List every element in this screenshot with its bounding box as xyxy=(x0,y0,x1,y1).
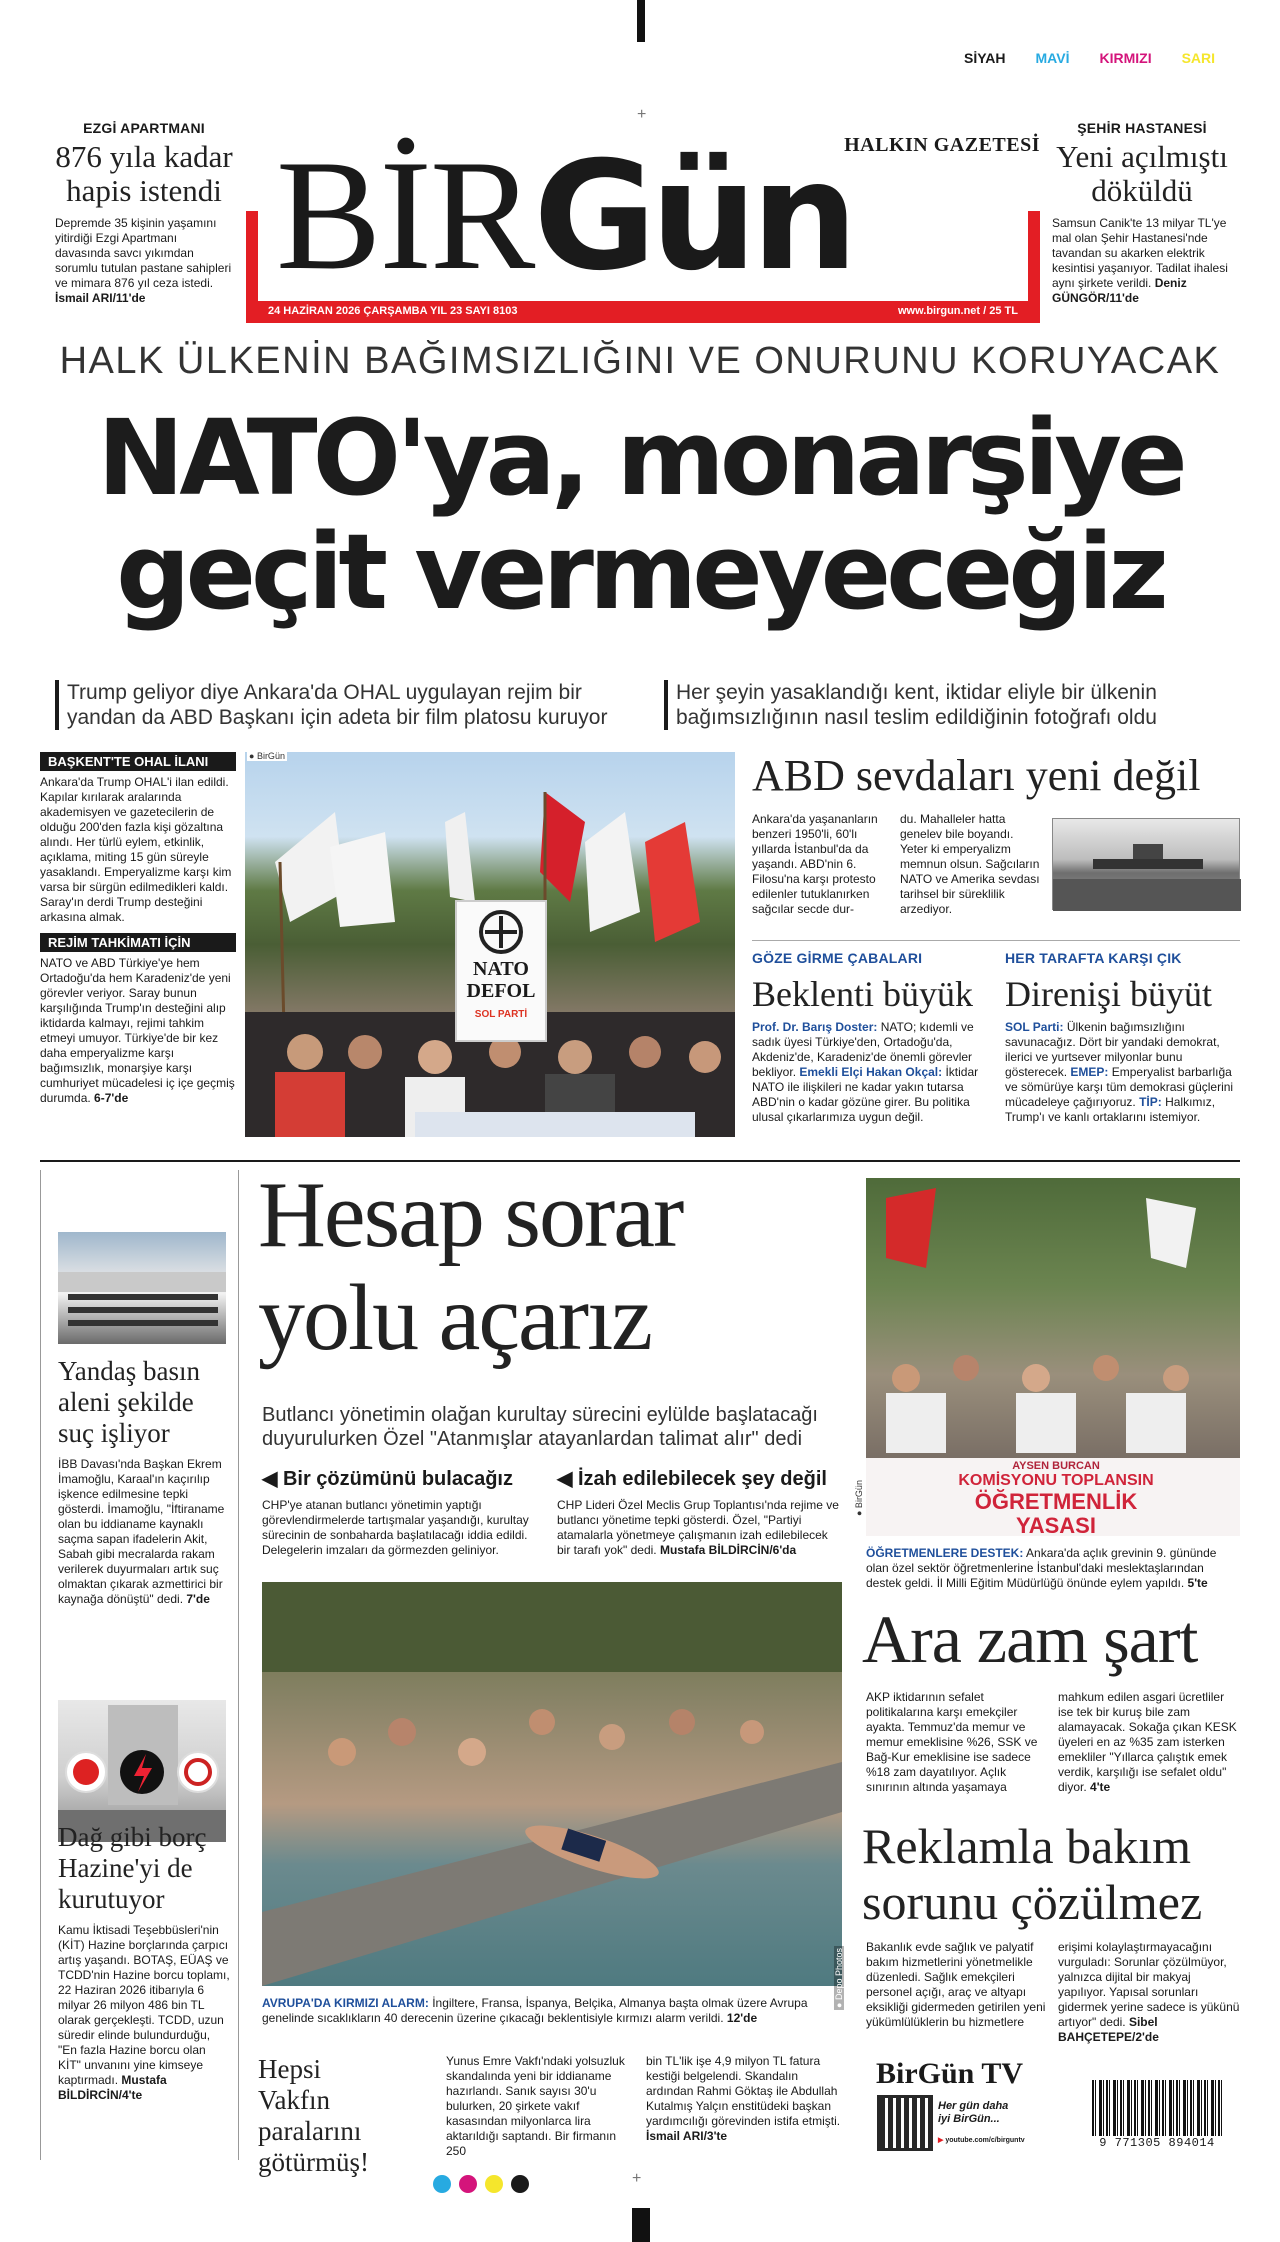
main-supertitle: HALK ÜLKENİN BAĞIMSIZLIĞINI VE ONURUNU KORUYACAK xyxy=(59,340,1221,382)
right-teaser[interactable] xyxy=(1052,120,1232,306)
direnis-text2: Emperyalist barbarlığa ve sömürüye karşı tüm demokrasi güçlerini mücadeleye çağırıyoruz. xyxy=(1005,1065,1234,1109)
direnis-kicker: HER TARAFTA KARŞI ÇIK xyxy=(1005,950,1182,966)
hesap-byline: Mustafa BİLDİRCİN/6'da xyxy=(659,1543,797,1557)
borc-article[interactable] xyxy=(58,1822,230,2103)
teacher-protest-photo xyxy=(854,1178,1240,1538)
masthead-logo xyxy=(276,126,852,306)
black-dot xyxy=(511,2175,529,2193)
heatwave-caption xyxy=(262,1996,842,2026)
barcode xyxy=(1092,2080,1222,2152)
archive-ship-icon xyxy=(1053,819,1241,911)
cyan-dot xyxy=(433,2175,451,2193)
goze-name2: Emekli Elçi Hakan Okçal: xyxy=(799,1065,943,1079)
birgun-tv-box[interactable] xyxy=(876,2058,1046,2158)
rejim-label: REJİM TAHKİMATI İÇİN xyxy=(40,933,236,952)
registration-mark-top xyxy=(637,0,645,42)
tv-slogan-line2: iyi BirGün... xyxy=(938,2113,1000,2125)
masthead-tagline: HALKIN GAZETESİ xyxy=(844,134,1040,156)
left-teaser-kicker: EZGİ APARTMANI xyxy=(83,120,205,136)
reklam-byline: Sibel BAHÇETEPE/2'de xyxy=(1058,2015,1159,2044)
hesap-text2-body: CHP Lideri Özel Meclis Grup Toplantısı'nda rejime ve butlancı yönetime tepki gösterdi. Özel, "Partiyi atamalarla yönetmeye çalışmanın izah edilebilecek bir tarafı yok" dedi. xyxy=(557,1498,839,1557)
kit-logos-icon xyxy=(58,1700,226,1842)
hesap-sub2 xyxy=(557,1466,847,1491)
teacher-banner-line2: ÖĞRETMENLİK xyxy=(974,1489,1138,1514)
logo-gun: Gün xyxy=(533,130,853,304)
masthead-web[interactable]: www.birgun.net / 25 TL xyxy=(898,305,1018,317)
birgun-tv-brand: BirGün TV xyxy=(876,2057,1023,2090)
goze-kicker: GÖZE GİRME ÇABALARI xyxy=(752,950,923,966)
section-divider xyxy=(40,1160,1240,1162)
zam-text1: AKP iktidarının sefalet politikalarına karşı emekçiler ayakta. Temmuz'da memur ve memur emeklisine %26, SSK ve Bağ-Kur emeklisine ise sadece %18 zam dayatılıyor. Açlık sınırının altında yaşamaya xyxy=(866,1690,1038,1794)
borc-byline: Mustafa BİLDİRCİN/4'te xyxy=(58,2073,167,2102)
direnis-name1: SOL Parti: xyxy=(1005,1020,1064,1034)
abd-title: ABD sevdaları yeni değil xyxy=(752,751,1201,800)
hesap-text1: CHP'ye atanan butlancı yönetimin yaptığı görevlendirmelerde tartışmalar yaşandığı, kurultay sürecinin de sonbaharda başlatılacağı iddia edildi. Delegelerin imzaları da görmezden geliniyor. xyxy=(262,1498,529,1557)
heatwave-scene xyxy=(262,1582,842,1986)
heatwave-caption-text: İngiltere, Fransa, İspanya, Belçika, Almanya başta olmak üzere Avrupa genelinde sıcaklıkların 40 derecenin üzerine çıkacağı beklentisiyle kırmızı alarm verildi. xyxy=(262,1996,808,2025)
main-headline-line2: geçit vermeyeceğiz xyxy=(116,511,1164,633)
direnis-name3: TİP: xyxy=(1139,1095,1162,1109)
ohal-label: BAŞKENT'TE OHAL İLANI xyxy=(40,752,236,771)
hesap-text2 xyxy=(557,1498,842,1558)
ohal-column xyxy=(40,752,236,1106)
kit-logos-photo xyxy=(58,1700,226,1842)
tv-channel-text: youtube.com/c/birguntv xyxy=(945,2137,1025,2144)
teacher-photo-credit: ● BirGün xyxy=(854,1480,864,1516)
right-teaser-title: Yeni açılmıştı döküldü xyxy=(1056,139,1228,208)
zam-ref: 4'te xyxy=(1090,1780,1111,1794)
teacher-ref: 5'te xyxy=(1187,1576,1208,1590)
tv-slogan-line1: Her gün daha xyxy=(938,2100,1009,2112)
reklam-text2-body: erişimi kolaylaştırmayacağını vurguladı: Sorunlar çözülmüyor, yalnızca dijital bir makyaj yapılıyor. Yapısal sorunları gidermek yerine sadece is yükünü artıyor" dedi. xyxy=(1058,1940,1240,2029)
sign-party: SOL PARTİ xyxy=(474,1009,528,1020)
vakif-text2-body: bin TL'lik işe 4,9 milyon TL fatura kestiği belgelendi. Skandalın ardından Rahmi Göktaş ile Abdullah Kutalmış Yalçın enstitüdeki başkan yardımcılığı görevinden istifa etmişti. xyxy=(646,2054,841,2128)
direnis-text1: Ülkenin bağımsızlığını savunacağız. Dört bir yandaki demokrat, ilerici ve yurtsever milyonlar bunu gösterecek. xyxy=(1005,1020,1220,1079)
vakif-text2 xyxy=(646,2054,842,2144)
reklam-title-line2: sorunu çözülmez xyxy=(862,1874,1203,1930)
borc-body: Kamu İktisadi Teşebbüsleri'nin (KİT) Hazine borçlarında çarpıcı artış yaşandı. BOTAŞ, EÜAŞ ve TCDD'nin Hazine borcu toplamı, 22 Haziran 2026 itibarıyla 6 milyar 26 milyon 486 bin TL olarak gerçekleşti. TCDD, uzun süredir elinde bulundurduğu, "En fazla Hazine borcu olan KİT" unvanını yine kimseye kaptırmadı. xyxy=(58,1923,230,2087)
borc-title: Dağ gibi borç Hazine'yi de kurutuyor xyxy=(58,1822,207,1914)
right-teaser-text xyxy=(1052,216,1232,306)
yandas-body: İBB Davası'nda Başkan Ekrem İmamoğlu, Karaal'ın kaçırılıp işkence edilmesine tepki gösterdi. İmamoğlu, "İftiraname olan bu iddianame kaynaklı saçma sapan ifadelerin Akit, Sabah gibi mecralarda rakam verilerek duyurmaları artık suç olmaktan çıkarak azmettirici bir kaynağa dönüştü" dedi. xyxy=(58,1457,225,1606)
right-teaser-body: Samsun Canik'te 13 milyar TL'ye mal olan Şehir Hastanesi'nde tavandan su akarken elektrik kesintisi yaşanıyor. Tadilat ihalesi aynı şirkete verildi. xyxy=(1052,216,1228,290)
hesap-sub1-bullet-icon: ◀ xyxy=(262,1468,278,1490)
magenta-dot xyxy=(459,2175,477,2193)
masthead-dateline: 24 HAZİRAN 2026 ÇARŞAMBA YIL 23 SAYI 8103 xyxy=(268,305,518,317)
yellow-dot xyxy=(485,2175,503,2193)
goze-text xyxy=(752,1020,987,1125)
ohal-text: Ankara'da Trump OHAL'i ilan edildi. Kapılar kırılarak aralarında akademisyen ve gazetecilerin de olduğu 200'den fazla kişi gözaltına alındı. Her türlü eylem, etkinlik, açıklama, miting 15 gün süreyle yasaklandı. Emperyalizme karşı kim varsa bir sürgün edilmedikleri kaldı. Saray'ın derdi Trump desteğini arkasına almak. xyxy=(40,775,232,924)
goze-section xyxy=(752,950,987,1125)
goze-text2: İktidar NATO ile ilişkileri ne kadar yakın tutarsa ABD'nin o kadar gözüne girer. Bu politika ulusal çıkarlarımıza uygun değil. xyxy=(752,1065,979,1124)
hesap-sub2-bullet-icon: ◀ xyxy=(557,1468,573,1490)
direnis-text xyxy=(1005,1020,1240,1125)
zam-title: Ara zam şart xyxy=(862,1601,1198,1677)
hesap-deck: Butlancı yönetimin olağan kurultay sürecini eylülde başlatacağı duyurulurken Özel "Atanmışlar atayanlardan talimat alır" dedi xyxy=(262,1404,818,1450)
left-teaser-title: 876 yıla kadar hapis istendi xyxy=(55,139,233,208)
teacher-banner-line1: KOMİSYONU TOPLANSIN xyxy=(958,1472,1154,1489)
youtube-icon: ▶ xyxy=(938,2137,944,2144)
color-label-yellow: SARI xyxy=(1181,50,1216,66)
left-teaser-byline: İsmail ARI/11'de xyxy=(55,291,146,305)
crosshair-bottom: + xyxy=(632,2170,642,2187)
press-building-photo xyxy=(58,1232,226,1344)
rejim-ref: 6-7'de xyxy=(94,1091,129,1105)
abd-text-col1: Ankara'da yaşananların benzeri 1950'li, 60'lı yıllarda İstanbul'da da yaşandı. ABD'nin 6. Filosu'na karşı protesto edilenler tutuklanırken sağcılar secde dur- xyxy=(752,812,878,916)
yandas-title: Yandaş basın aleni şekilde suç işliyor xyxy=(58,1356,201,1448)
heatwave-credit-text: Depo Photos xyxy=(834,1948,844,2001)
hesap-title-line1: Hesap sorar xyxy=(258,1163,683,1267)
deck-left: Trump geliyor diye Ankara'da OHAL uygulayan rejim bir yandan da ABD Başkanı için adeta bir film platosu kuruyor xyxy=(55,680,655,730)
sign-nato: NATO xyxy=(473,958,529,980)
qr-code-icon xyxy=(880,2098,930,2148)
sign-defol: DEFOL xyxy=(466,980,536,1002)
color-label-black: SİYAH xyxy=(964,50,1006,66)
barcode-number: 9 771305 894014 xyxy=(1099,2136,1215,2150)
deck-right: Her şeyin yasaklandığı kent, iktidar eliyle bir ülkenin bağımsızlığının nasıl teslim edildiğinin fotoğrafı oldu xyxy=(664,680,1240,730)
left-teaser-body: Depremde 35 kişinin yaşamını yitirdiği Ezgi Apartmanı davasında savcı yıkımdan sorumlu tutulan pastane sahipleri ve mimara 876 yıl ceza istedi. xyxy=(55,216,232,290)
photo-credit-label: ● BirGün xyxy=(249,751,285,761)
registration-mark-bottom xyxy=(632,2208,650,2242)
heatwave-credit: ● Depo Photos xyxy=(834,1948,844,2008)
direnis-text3: Halkımız, Trump'ı ve kanlı ortaklarını istemiyor. xyxy=(1005,1095,1216,1124)
color-dots xyxy=(433,2175,529,2193)
borc-text xyxy=(58,1923,230,2103)
nato-defol-sign xyxy=(455,900,547,1042)
teacher-banner-small: AYSEN BURCAN xyxy=(1012,1460,1100,1472)
left-column-rule-right xyxy=(238,1170,239,2160)
left-column-rule xyxy=(40,1170,41,2160)
nato-emblem-icon xyxy=(479,910,523,954)
archive-photo xyxy=(1052,818,1240,910)
teacher-banner-line3: YASASI xyxy=(1016,1513,1096,1538)
press-building-icon xyxy=(58,1232,226,1344)
tv-channel xyxy=(938,2134,1025,2147)
left-teaser[interactable] xyxy=(55,120,233,306)
hesap-sub1-text: Bir çözümünü bulacağız xyxy=(282,1468,513,1490)
zam-text2 xyxy=(1058,1690,1240,1795)
hesap-sub1 xyxy=(262,1466,547,1491)
direnis-name2: EMEP: xyxy=(1070,1065,1109,1079)
direnis-section xyxy=(1005,950,1240,1125)
teacher-caption-text: Ankara'da açlık grevinin 9. gününde olan özel sektör öğretmenlerine İstanbul'daki meslektaşlarından destek geldi. İl Milli Eğitim Müdürlüğü önünde eylem yapıldı. xyxy=(866,1546,1217,1590)
color-label-cyan: MAVİ xyxy=(1035,50,1070,66)
left-teaser-text xyxy=(55,216,233,306)
teacher-caption xyxy=(866,1546,1240,1591)
yandas-text xyxy=(58,1457,230,1607)
goze-title: Beklenti büyük xyxy=(752,974,973,1014)
zam-text2-body: mahkum edilen asgari ücretliler ise tek bir kuruş bile zam alamayacak. Sokağa çıkan KESK üyeleri en az %35 zam isterken emekliler "Yıllarca çalıştık emek verdik, karşılığı ise sefalet oldu" diyor. xyxy=(1058,1690,1237,1794)
hesap-sub2-text: İzah edilebilecek şey değil xyxy=(577,1468,827,1490)
direnis-title: Direnişi büyüt xyxy=(1005,974,1212,1014)
yandas-article[interactable] xyxy=(58,1356,230,1607)
color-label-row xyxy=(964,50,1215,66)
barcode-bars xyxy=(1092,2080,1222,2136)
abd-goze-divider xyxy=(752,940,1240,941)
vakif-text1: Yunus Emre Vakfı'ndaki yolsuzluk skandalında yeni bir iddianame hazırlandı. Sanık sayısı 30'u bulurken, 20 şirkete vakıf kasasından milyonlarca lira aktarıldığı saptandı. Bir firmanın 250 xyxy=(446,2054,625,2158)
right-teaser-kicker: ŞEHİR HASTANESİ xyxy=(1077,120,1207,136)
teacher-photo-credit-text: BirGün xyxy=(854,1480,864,1509)
right-teaser-byline: Deniz GÜNGÖR/11'de xyxy=(1052,276,1187,305)
masthead-frame-left xyxy=(246,211,258,301)
color-label-magenta: KIRMIZI xyxy=(1099,50,1152,66)
rejim-text xyxy=(40,956,236,1106)
goze-name1: Prof. Dr. Barış Doster: xyxy=(752,1020,878,1034)
photo-credit-text: BirGün xyxy=(256,751,285,761)
rejim-body: NATO ve ABD Türkiye'ye hem Ortadoğu'da hem Karadeniz'de yeni görevler veriyor. Saray bunun karşılığında Trump'ın desteğini alıp iktidarda kalmayı, rejimi tahkim etmeyi umuyor. Türkiye'de bir kez daha emperyalizme karşı bağımsızlık, monarşiye karşı cumhuriyet mücadelesi iç içe geçmiş durumda. xyxy=(40,956,235,1105)
tv-slogan xyxy=(938,2100,1025,2147)
reklam-title-line1: Reklamla bakım xyxy=(862,1818,1192,1874)
reklam-text2 xyxy=(1058,1940,1240,2045)
abd-text-col2: du. Mahalleler hatta genelev bile boyandı. Yeter ki emperyalizm memnun olsun. Sağcıların NATO ve Amerika sevdası tarihsel bir süreklilik arzediyor. xyxy=(900,812,1040,916)
crosshair-top: + xyxy=(637,106,647,123)
masthead-frame-right xyxy=(1028,211,1040,301)
heatwave-caption-kicker: AVRUPA'DA KIRMIZI ALARM: xyxy=(262,1996,429,2010)
masthead xyxy=(246,106,1040,326)
protest-photo xyxy=(245,752,735,1137)
yandas-ref: 7'de xyxy=(186,1592,210,1606)
vakif-byline: İsmail ARI/3'te xyxy=(646,2129,728,2143)
heatwave-ref: 12'de xyxy=(726,2011,758,2025)
goze-text1: NATO; kıdemli ve sadık üyesi Türkiye'den, Ortadoğu'da, Akdeniz'de, Karadeniz'de önemli görevler bekliyor. xyxy=(752,1020,974,1079)
reklam-text1: Bakanlık evde sağlık ve palyatif bakım hizmetlerini yönetmelikle düzenledi. Sağlık emekçileri personel açığı, araç ve altyapı eksikliği gidermeden getirilen yeni yükümlülüklerin bu hizmetlere xyxy=(866,1940,1046,2029)
vakif-title: Hepsi Vakfın paralarını götürmüş! xyxy=(258,2054,369,2177)
hesap-title-line2: yolu açarız xyxy=(258,1266,651,1370)
logo-bir: BİR xyxy=(276,128,534,303)
main-headline-line1: NATO'ya, monarşiye xyxy=(97,397,1183,519)
teacher-caption-kicker: ÖĞRETMENLERE DESTEK: xyxy=(866,1546,1024,1560)
teacher-banner xyxy=(906,1460,1206,1538)
